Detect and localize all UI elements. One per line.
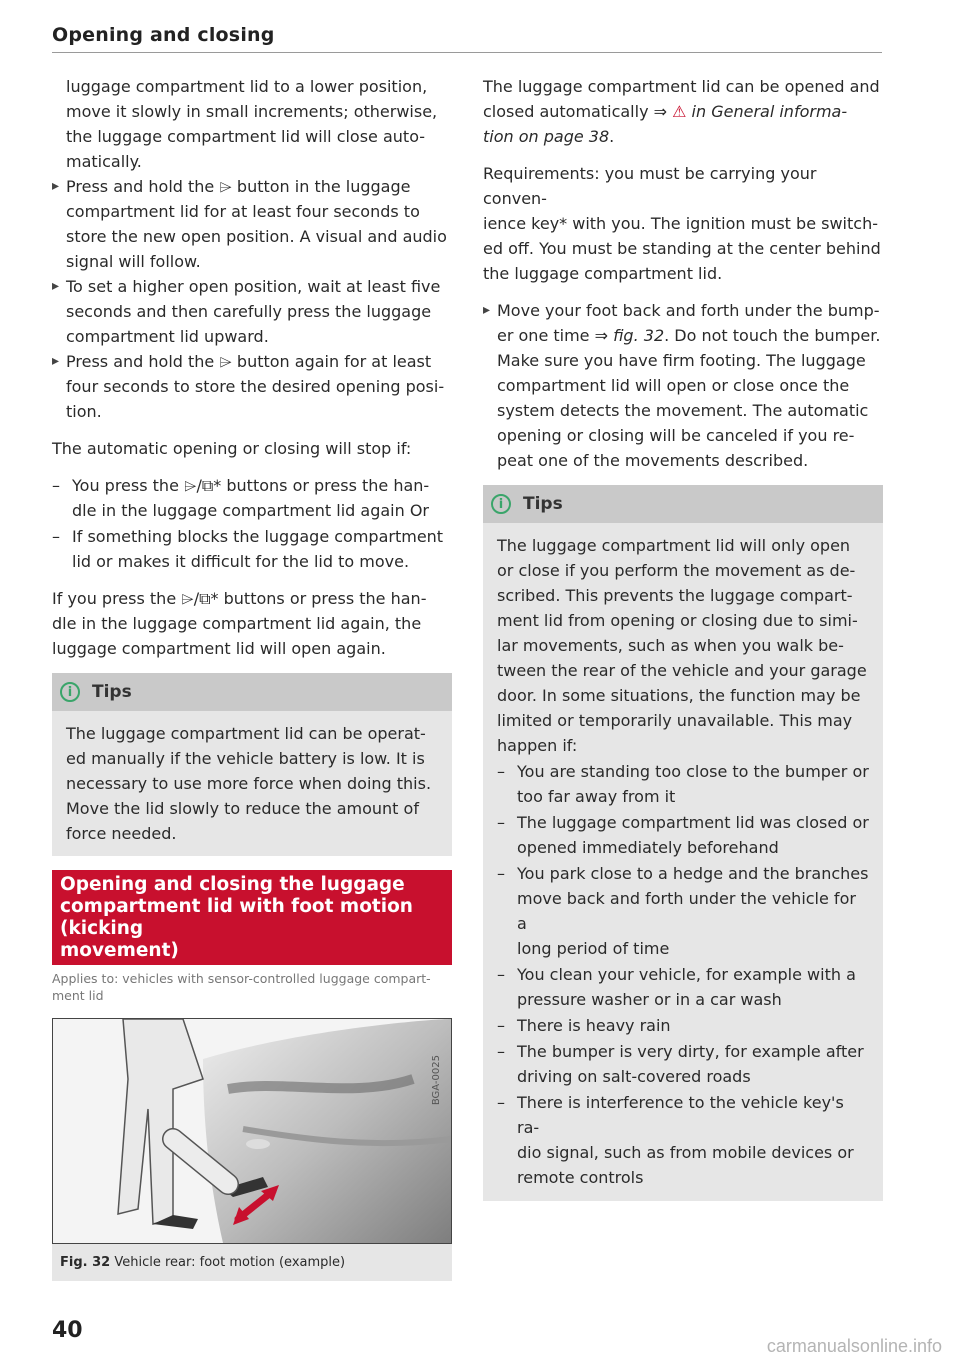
move-line: peat one of the movements described. [497,451,809,470]
page-header-title: Opening and closing [52,24,275,46]
figure-label: Fig. 32 [60,1255,111,1270]
bullet-line: To set a higher open position, wait at least five [66,277,441,296]
tips-text [66,721,438,846]
bullet-line: tion. [66,402,102,421]
stop-line: lid or makes it difficult for the lid to move. [72,552,410,571]
tips-item-line: pressure washer or in a car wash [517,990,782,1009]
auto-end: . [609,127,615,146]
reopen-paragraph [52,586,452,661]
tips-item-line: You clean your vehicle, for example with a [517,965,856,984]
tips-line: ment lid from opening or closing due to simi- [497,611,858,630]
tips-line: ed manually if the vehicle battery is low. It is [66,749,425,768]
bullet-store-desired [52,349,452,424]
bullet-line: seconds and then carefully press the luggage [66,302,432,321]
automatic-paragraph [483,74,883,149]
bullet-line: signal will follow. [66,252,201,271]
intro-line: move it slowly in small increments; otherwise, [66,102,438,121]
tips-box-function [483,485,883,1201]
bullet-line: store the new open position. A visual and audio [66,227,447,246]
figure-caption [52,1244,452,1281]
left-column [52,74,452,1281]
tips-line: necessary to use more force when doing this. [66,774,432,793]
applies-to-note [52,970,452,1004]
bullet-line: Press and hold the ⌲ button in the luggage [66,177,411,196]
move-line: Make sure you have firm footing. The luggage [497,351,866,370]
tips-item-line: long period of time [517,939,670,958]
watermark: carmanualsonline.info [766,1336,942,1356]
right-column [483,74,883,1213]
warning-icon: ⚠ [672,102,687,121]
applies-line: Applies to: vehicles with sensor-controlled luggage compart- [52,971,431,986]
general-info-link[interactable]: in General informa- [691,102,848,121]
req-line: Requirements: you must be carrying your conven- [483,164,817,208]
tips-label: Tips [523,493,563,514]
req-line: ience key* with you. The ignition must be switch- [483,214,878,233]
figure-caption-text: Vehicle rear: foot motion (example) [114,1255,346,1270]
tips-body [483,523,883,1201]
tips-line: force needed. [66,824,177,843]
tips-header [52,673,452,711]
tips-item [497,861,869,961]
intro-line: the luggage compartment lid will close auto- [66,127,426,146]
intro-line: matically. [66,152,142,171]
tips-item [497,1090,869,1190]
tips-item-line: dio signal, such as from mobile devices or [517,1143,854,1162]
move-line: opening or closing will be canceled if you re- [497,426,855,445]
info-icon: i [60,682,80,702]
bullet-line: four seconds to store the desired opening posi- [66,377,445,396]
tips-item [497,810,869,860]
tips-item-line: driving on salt-covered roads [517,1067,751,1086]
info-icon: i [491,494,511,514]
section-heading [52,870,452,965]
reopen-line: luggage compartment lid will open again. [52,639,386,658]
tips-box-battery [52,673,452,856]
tips-line: The luggage compartment lid can be operat- [66,724,426,743]
stop-line: If something blocks the luggage compartment [72,527,444,546]
intro-line: luggage compartment lid to a lower position, [66,77,428,96]
tips-line: or close if you perform the movement as de- [497,561,856,580]
bullet-store-position [52,174,452,274]
tips-line: The luggage compartment lid will only open [497,536,851,555]
tips-item-line: opened immediately beforehand [517,838,779,857]
tips-item [497,962,869,1012]
intro-paragraph [52,74,452,174]
tips-line: scribed. This prevents the luggage compart- [497,586,853,605]
fig-32-link[interactable]: fig. 32 [613,326,665,345]
figure-foot-motion [52,1018,452,1244]
tips-line: door. In some situations, the function may be [497,686,861,705]
req-line: the luggage compartment lid. [483,264,723,283]
move-line: er one time ⇒ [497,326,614,345]
reopen-line: If you press the ⌲/⧉* buttons or press the han- [52,589,427,608]
tips-label: Tips [92,681,132,702]
tips-item-line: too far away from it [517,787,676,806]
stop-item [52,473,452,523]
general-info-link-page[interactable]: tion on page 38 [483,127,610,146]
stop-line: dle in the luggage compartment lid again Or [72,501,429,520]
move-line: . Do not touch the bumper. [664,326,881,345]
tips-item [497,1013,869,1038]
stop-line: You press the ⌲/⧉* buttons or press the han- [72,476,430,495]
section-title-line: Opening and closing the luggage [60,874,405,895]
section-title-line: movement) [60,940,179,961]
foot-motion-illustration [53,1019,451,1243]
tips-item-line: The luggage compartment lid was closed or [517,813,869,832]
tips-line: lar movements, such as when you walk be- [497,636,844,655]
page-number: 40 [52,1318,83,1343]
tips-item-line: move back and forth under the vehicle for a [517,889,856,933]
bullet-higher-position [52,274,452,349]
tips-line: happen if: [497,736,578,755]
tips-item [497,759,869,809]
move-line: Move your foot back and forth under the bump- [497,301,880,320]
stop-intro: The automatic opening or closing will stop if: [52,439,412,458]
section-title-line: compartment lid with foot motion (kicking [60,896,413,939]
tips-line: limited or temporarily unavailable. This may [497,711,853,730]
figure-code: BGA-0025 [431,1055,442,1106]
tips-intro [497,533,869,758]
tips-item-line: You are standing too close to the bumper or [517,762,869,781]
tips-item-line: remote controls [517,1168,644,1187]
tips-item-line: The bumper is very dirty, for example after [517,1042,864,1061]
tips-item [497,1039,869,1089]
move-line: system detects the movement. The automatic [497,401,869,420]
header-divider [52,52,882,53]
requirements-paragraph [483,161,883,286]
tips-body [52,711,452,856]
bullet-foot-motion [483,298,883,473]
bullet-line: Press and hold the ⌲ button again for at least [66,352,432,371]
tips-line: tween the rear of the vehicle and your garage [497,661,867,680]
tips-line: Move the lid slowly to reduce the amount of [66,799,419,818]
tips-header [483,485,883,523]
bullet-line: compartment lid for at least four seconds to [66,202,420,221]
tips-item-line: There is interference to the vehicle key's ra- [517,1093,844,1137]
auto-line: The luggage compartment lid can be opened and [483,77,880,96]
move-line: compartment lid will open or close once the [497,376,850,395]
stop-item [52,524,452,574]
bullet-line: compartment lid upward. [66,327,269,346]
reopen-line: dle in the luggage compartment lid again, the [52,614,422,633]
req-line: ed off. You must be standing at the center behind [483,239,881,258]
auto-line: closed automatically ⇒ [483,102,673,121]
tips-item-line: There is heavy rain [517,1016,671,1035]
applies-line: ment lid [52,988,104,1003]
tips-item-line: You park close to a hedge and the branches [517,864,869,883]
